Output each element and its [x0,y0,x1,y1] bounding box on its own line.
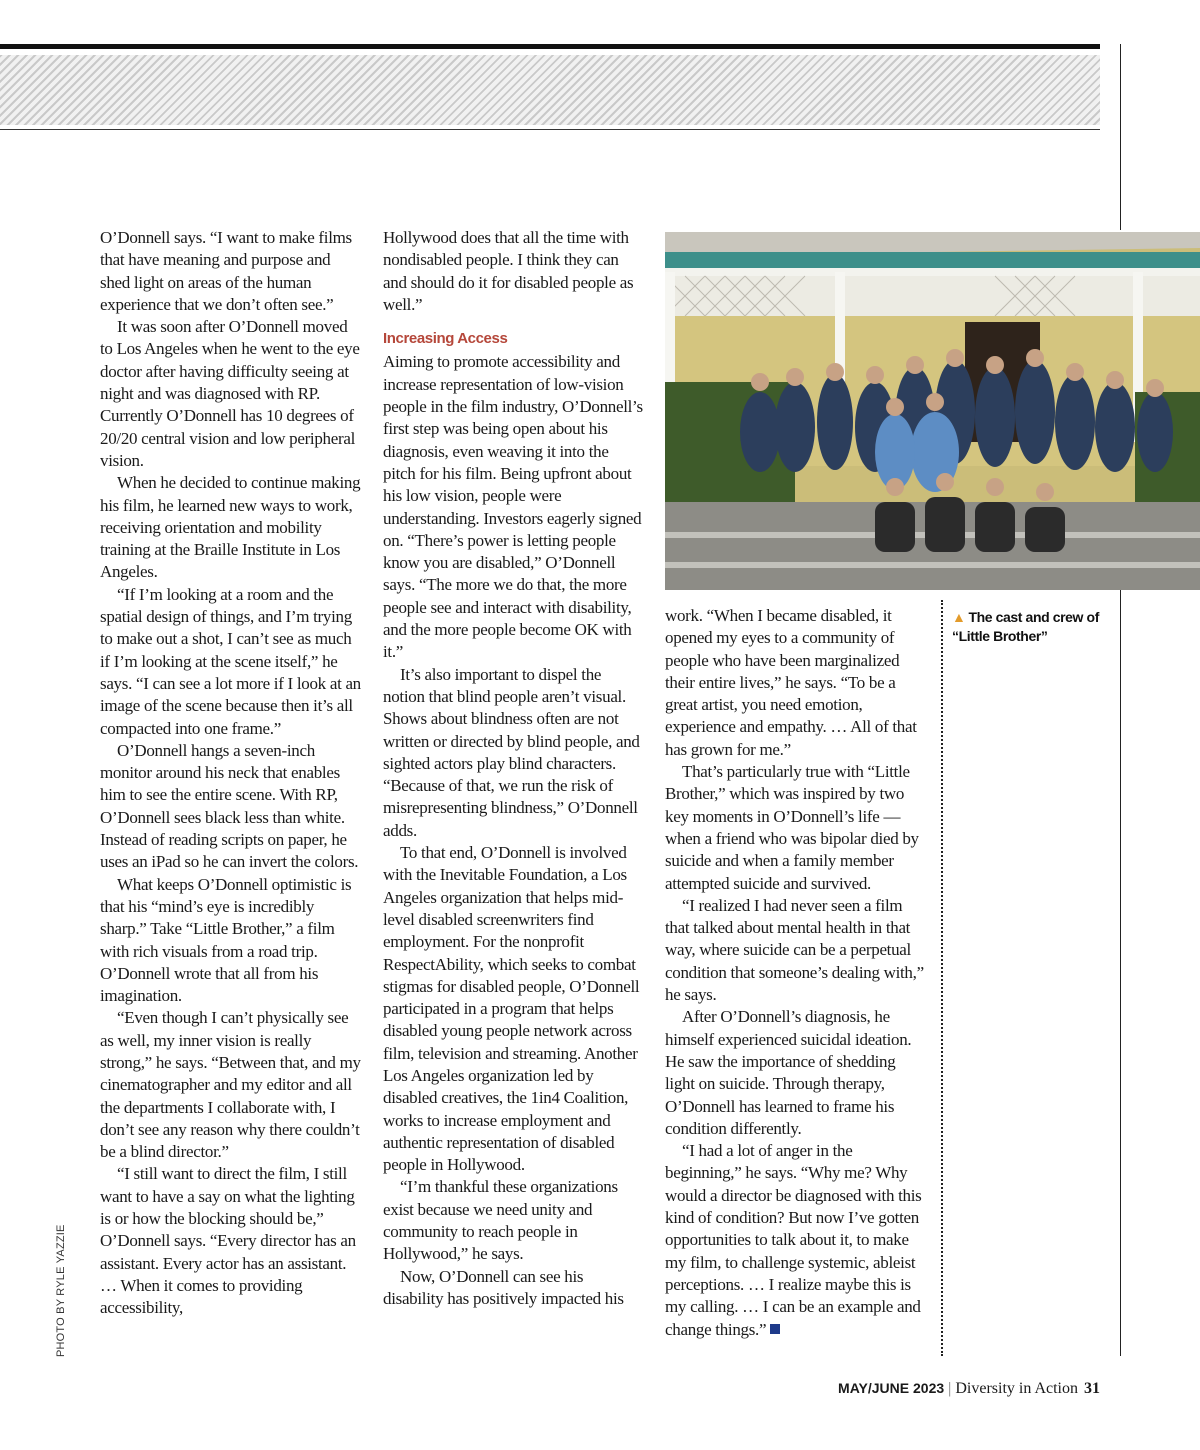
paragraph: “I still want to direct the film, I still want to have a say on what the lighting is or how the blocking should be,” O’Donnell says. “Every director has an assistant. Every actor has an assistant. … When it comes to providing accessibility, [100,1164,356,1318]
caption-divider [941,600,943,1356]
paragraph [665,1140,927,1341]
paragraph: “If I’m looking at a room and the spatial design of things, and I’m trying to make out a shot, I can’t see as much if I’m looking at the scene itself,” he says. “I can see a lot more if I look at an image of the scene because then it’s all compacted into one frame.” [100,584,361,738]
article-column-1 [100,227,362,1320]
paragraph: “I’m thankful these organizations exist because we need unity and community to reach people in Hollywood,” he says. [383,1177,618,1264]
header-rule [0,44,1100,49]
cast-crew-photo [665,232,1200,590]
photo-credit: PHOTO BY RYLE YAZZIE [55,1224,67,1357]
paragraph: What keeps O’Donnell optimistic is that his “mind’s eye is incredibly sharp.” Take “Little Brother,” a film with rich visuals from a road trip. O’Donnell wrote that all from his imagination. [100,874,352,1006]
end-mark-icon [770,1324,780,1334]
caption-triangle-icon: ▲ [952,609,966,625]
paragraph-text: “I had a lot of anger in the beginning,” he says. “Why me? Why would a director be diagnosed with this kind of condition? But now I’ve gotten opportunities to talk about it, to make my film, to challenge systemic, ableist perceptions. … I realize maybe this is my calling. … I can be an example and change things.” [665,1141,922,1339]
publication-name: Diversity in Action [955,1380,1078,1397]
paragraph: It was soon after O’Donnell moved to Los Angeles when he went to the eye doctor after having difficulty seeing at night and was diagnosed with RP. Currently O’Donnell has 10 degrees of 20/20 central vision and low peripheral vision. [100,317,360,470]
margin-rule-bottom [1120,590,1121,1356]
margin-rule-top [1120,44,1121,230]
paragraph: When he decided to continue making his film, he learned new ways to work, receiving orientation and mobility training at the Braille Institute in Los Angeles. [100,473,361,582]
paragraph: Hollywood does that all the time with nondisabled people. I think they can and should do it for disabled people as well.” [383,228,634,314]
section-subhead: Increasing Access [383,330,508,348]
article-column-3 [665,605,927,1341]
paragraph: “I realized I had never seen a film that talked about mental health in that way, where suicide can be a perpetual condition that someone’s dealing with,” he says. [665,895,924,1005]
page-number: 31 [1084,1380,1100,1397]
paragraph: Aiming to promote accessibility and increase representation of low-vision people in the film industry, O’Donnell’s first step was being open about his diagnosis, even weaving it into the pitch for his film. Being upfront about his low vision, people were understanding. Investors eagerly signed on. “There’s power is letting people know you are disabled,” O’Donnell says. “The more we do that, the more people see and interact with disability, and the more people become OK with it.” [383,352,643,662]
issue-date: MAY/JUNE 2023 [838,1380,945,1396]
page-footer [838,1380,1100,1398]
header-bottom-rule [0,129,1100,130]
paragraph: “Even though I can’t physically see as well, my inner vision is really strong,” he says. “Between that, and my cinematographer and my editor and all the departments I collaborate with, I don’t see any reason why there couldn’t be a blind director.” [100,1008,361,1162]
photo-caption [952,608,1112,646]
caption-text: The cast and crew of “Little Brother” [952,609,1099,644]
paragraph: After O’Donnell’s diagnosis, he himself experienced suicidal ideation. He saw the importance of shedding light on suicide. Through therapy, O’Donnell has learned to frame his condition differently. [665,1007,912,1138]
article-column-2 [383,227,643,1310]
paragraph: It’s also important to dispel the notion that blind people aren’t visual. Shows about blindness often are not written or directed by blind people, and sighted actors play blind characters. “Because of that, we run the risk of misrepresenting blindness,” O’Donnell adds. [383,664,640,840]
paragraph: O’Donnell hangs a seven-inch monitor around his neck that enables him to see the entire scene. With RP, O’Donnell sees black less than white. Instead of reading scripts on paper, he uses an iPad so he can invert the colors. [100,740,359,872]
footer-separator: | [948,1380,952,1397]
paragraph: To that end, O’Donnell is involved with the Inevitable Foundation, a Los Angeles organization that helps mid-level disabled screenwriters find employment. For the nonprofit RespectAbility, which seeks to combat stigmas for disabled people, O’Donnell participated in a program that helps disabled young people network across film, television and streaming. Another Los Angeles organization led by disabled creatives, the 1in4 Coalition, works to increase employment and authentic representation of disabled people in Hollywood. [383,843,640,1175]
header-hatch-band [0,55,1100,125]
paragraph: That’s particularly true with “Little Brother,” which was inspired by two key moments in O’Donnell’s life — when a friend who was bipolar died by suicide and when a family member attempted suicide and survived. [665,762,919,893]
paragraph: O’Donnell says. “I want to make films that have meaning and purpose and shed light on areas of the human experience that we don’t often see.” [100,228,352,314]
paragraph: work. “When I became disabled, it opened my eyes to a community of people who have been marginalized their entire lives,” he says. “To be a great artist, you need emotion, experience and empathy. … All of that has grown for me.” [665,606,917,759]
paragraph: Now, O’Donnell can see his disability has positively impacted his [383,1266,624,1308]
